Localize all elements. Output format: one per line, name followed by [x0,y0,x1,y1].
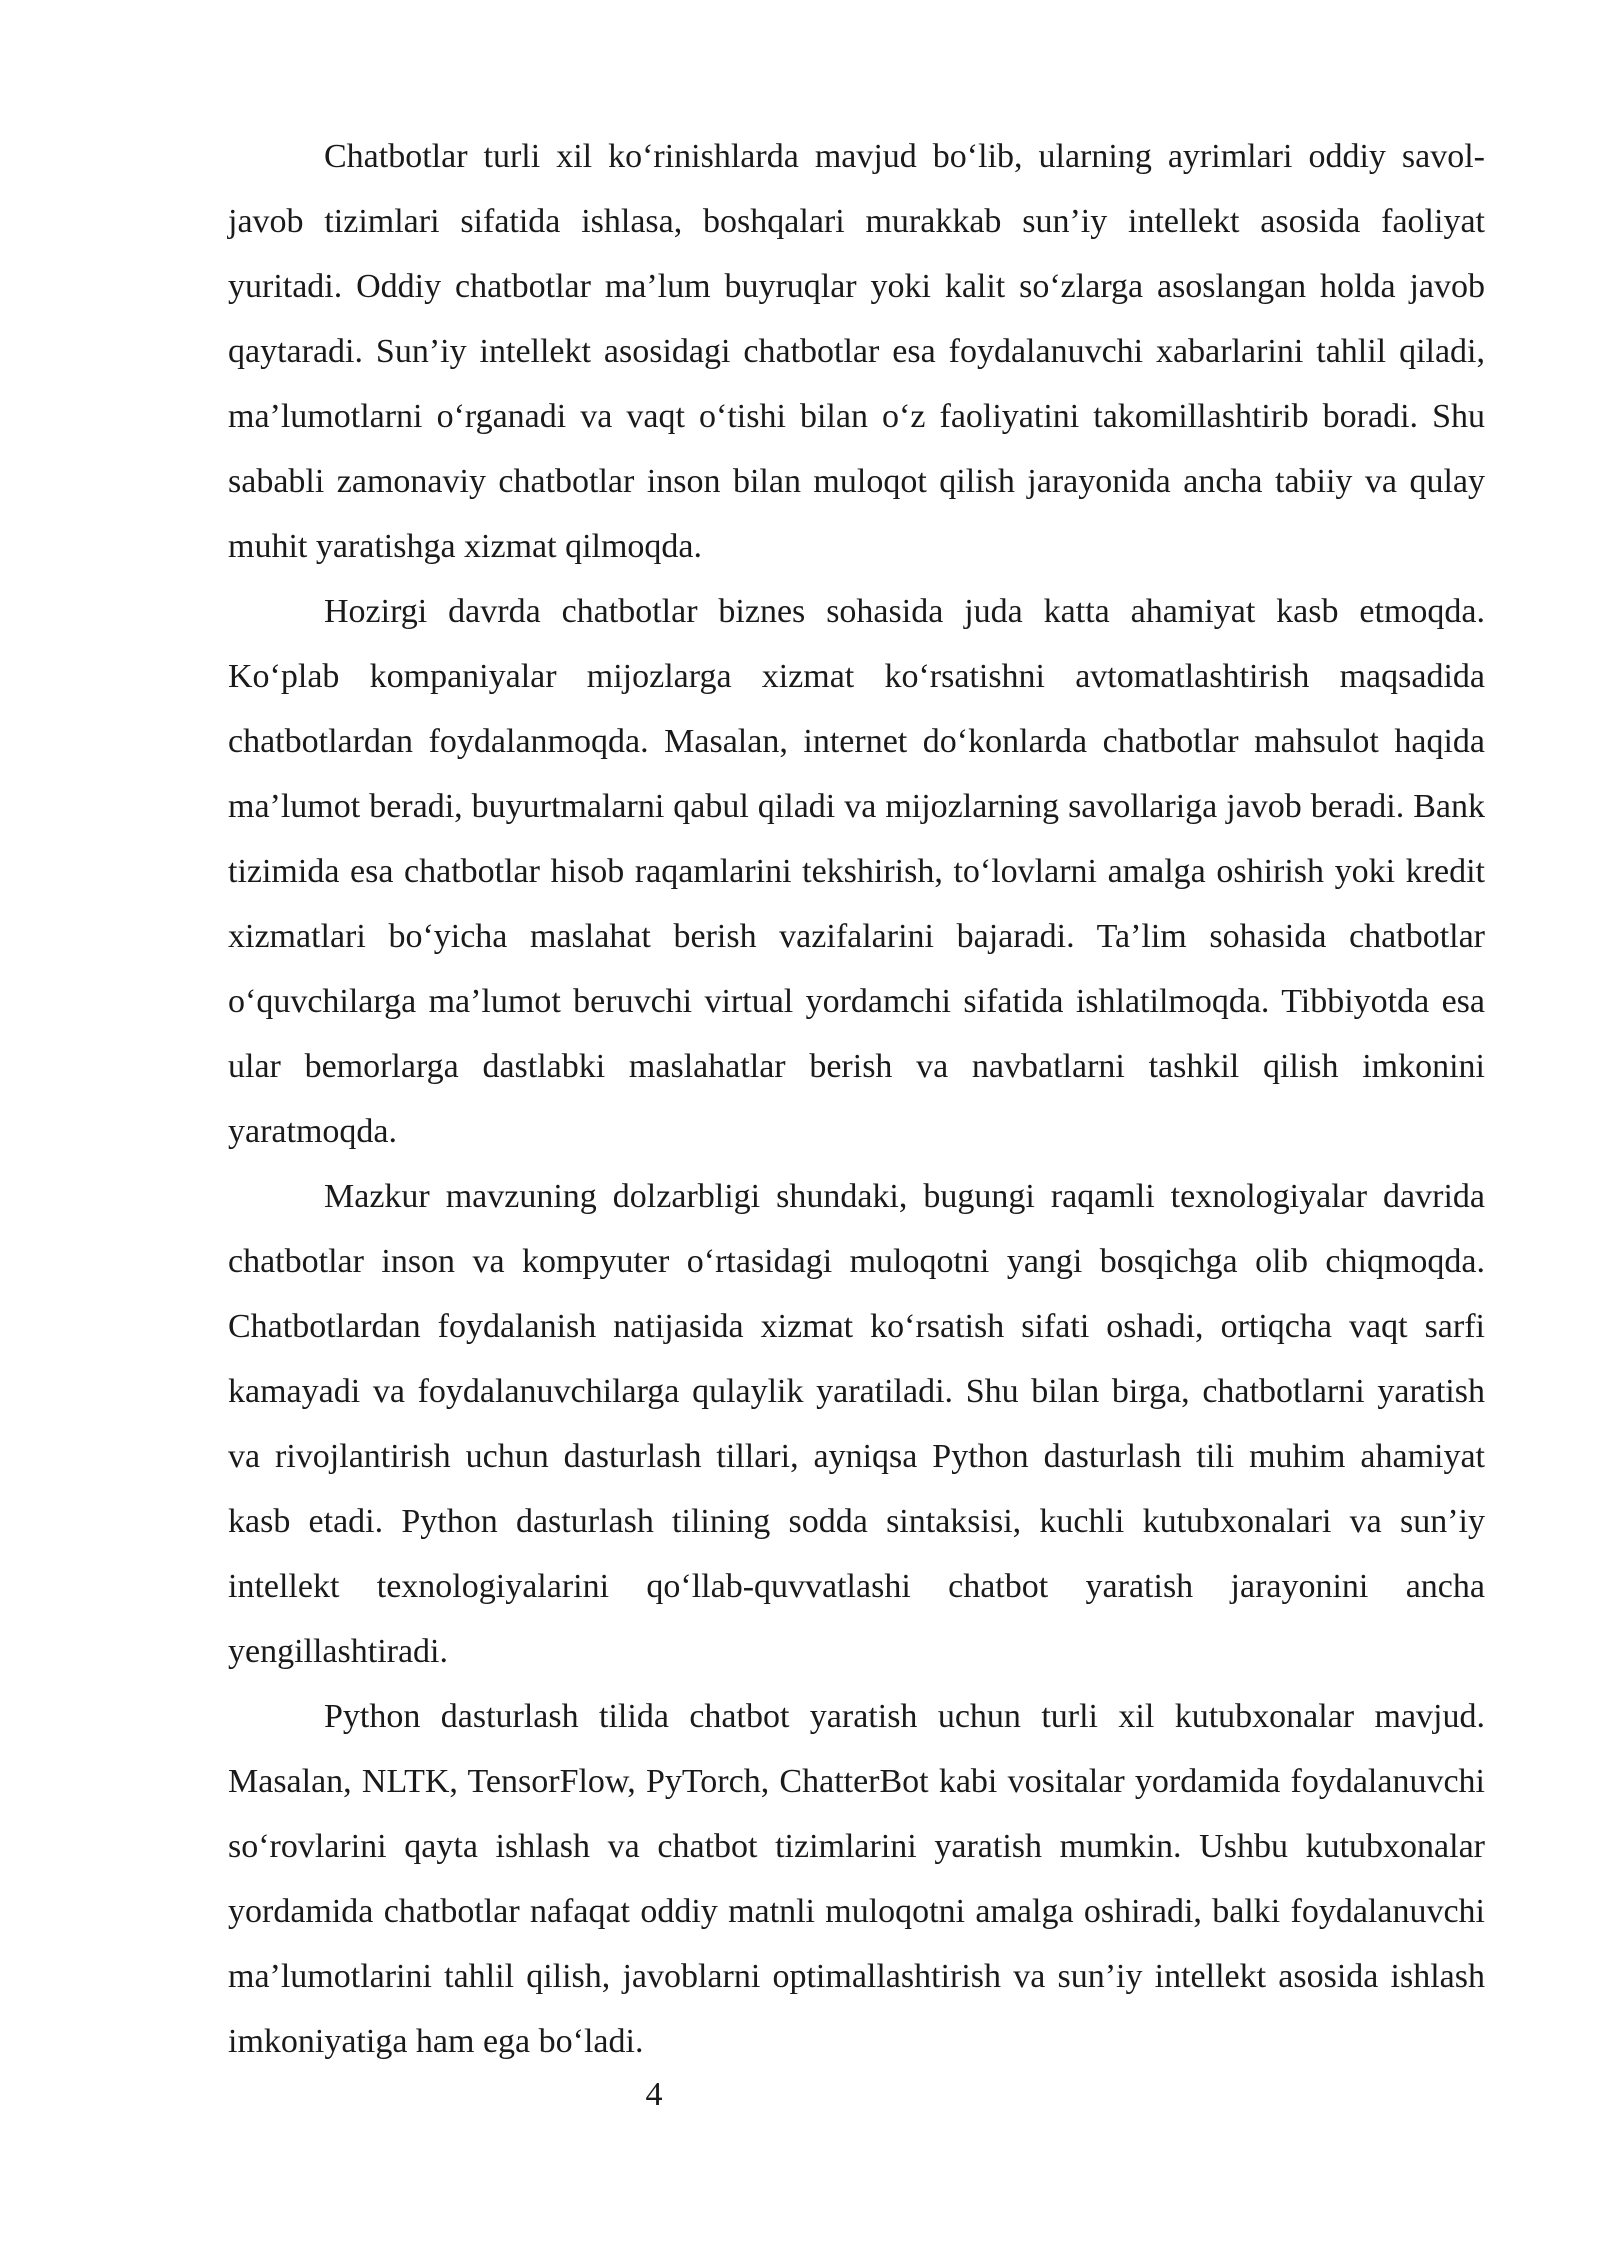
paragraph-3: Mazkur mavzuning dolzarbligi shundaki, bugungi raqamli texnologiyalar davrida chatbotlar inson va kompyuter o‘rtasidagi muloqotni yangi bosqichga olib chiqmoqda. Chatbotlardan foydalanish natijasida xizmat ko‘rsatish sifati oshadi, ortiqcha vaqt sarfi kamayadi va foydalanuvchilarga qulaylik yaratiladi. Shu bilan birga, chatbotlarni yaratish va rivojlantirish uchun dasturlash tillari, ayniqsa Python dasturlash tili muhim ahamiyat kasb etadi. Python dasturlash tilining sodda sintaksisi, kuchli kutubxonalari va sun’iy intellekt texnologiyalarini qo‘llab-quvvatlashi chatbot yaratish jarayonini ancha yengillashtiradi. [228,1178,1485,1670]
paragraph-1: Chatbotlar turli xil ko‘rinishlarda mavjud bo‘lib, ularning ayrimlari oddiy savol-javob tizimlari sifatida ishlasa, boshqalari murakkab sun’iy intellekt asosida faoliyat yuritadi. Oddiy chatbotlar ma’lum buyruqlar yoki kalit so‘zlarga asoslangan holda javob qaytaradi. Sun’iy intellekt asosidagi chatbotlar esa foydalanuvchi xabarlarini tahlil qiladi, ma’lumotlarni o‘rganadi va vaqt o‘tishi bilan o‘z faoliyatini takomillashtirib boradi. Shu sababli zamonaviy chatbotlar inson bilan muloqot qilish jarayonida ancha tabiiy va qulay muhit yaratishga xizmat qilmoqda. [228,138,1485,565]
paragraph-4: Python dasturlash tilida chatbot yaratish uchun turli xil kutubxonalar mavjud. Masalan, NLTK, TensorFlow, PyTorch, ChatterBot kabi vositalar yordamida foydalanuvchi so‘rovlarini qayta ishlash va chatbot tizimlarini yaratish mumkin. Ushbu kutubxonalar yordamida chatbotlar nafaqat oddiy matnli muloqotni amalga oshiradi, balki foydalanuvchi ma’lumotlarini tahlil qilish, javoblarni optimallashtirish va sun’iy intellekt asosida ishlash imkoniyatiga ham ega bo‘ladi. [228,1698,1485,2060]
document-body [228,124,1485,2074]
paragraph-2: Hozirgi davrda chatbotlar biznes sohasida juda katta ahamiyat kasb etmoqda. Ko‘plab kompaniyalar mijozlarga xizmat ko‘rsatishni avtomatlashtirish maqsadida chatbotlardan foydalanmoqda. Masalan, internet do‘konlarda chatbotlar mahsulot haqida ma’lumot beradi, buyurtmalarni qabul qiladi va mijozlarning savollariga javob beradi. Bank tizimida esa chatbotlar hisob raqamlarini tekshirish, to‘lovlarni amalga oshirish yoki kredit xizmatlari bo‘yicha maslahat berish vazifalarini bajaradi. Ta’lim sohasida chatbotlar o‘quvchilarga ma’lumot beruvchi virtual yordamchi sifatida ishlatilmoqda. Tibbiyotda esa ular bemorlarga dastlabki maslahatlar berish va navbatlarni tashkil qilish imkonini yaratmoqda. [228,593,1485,1150]
page-number: 4 [645,2076,663,2113]
